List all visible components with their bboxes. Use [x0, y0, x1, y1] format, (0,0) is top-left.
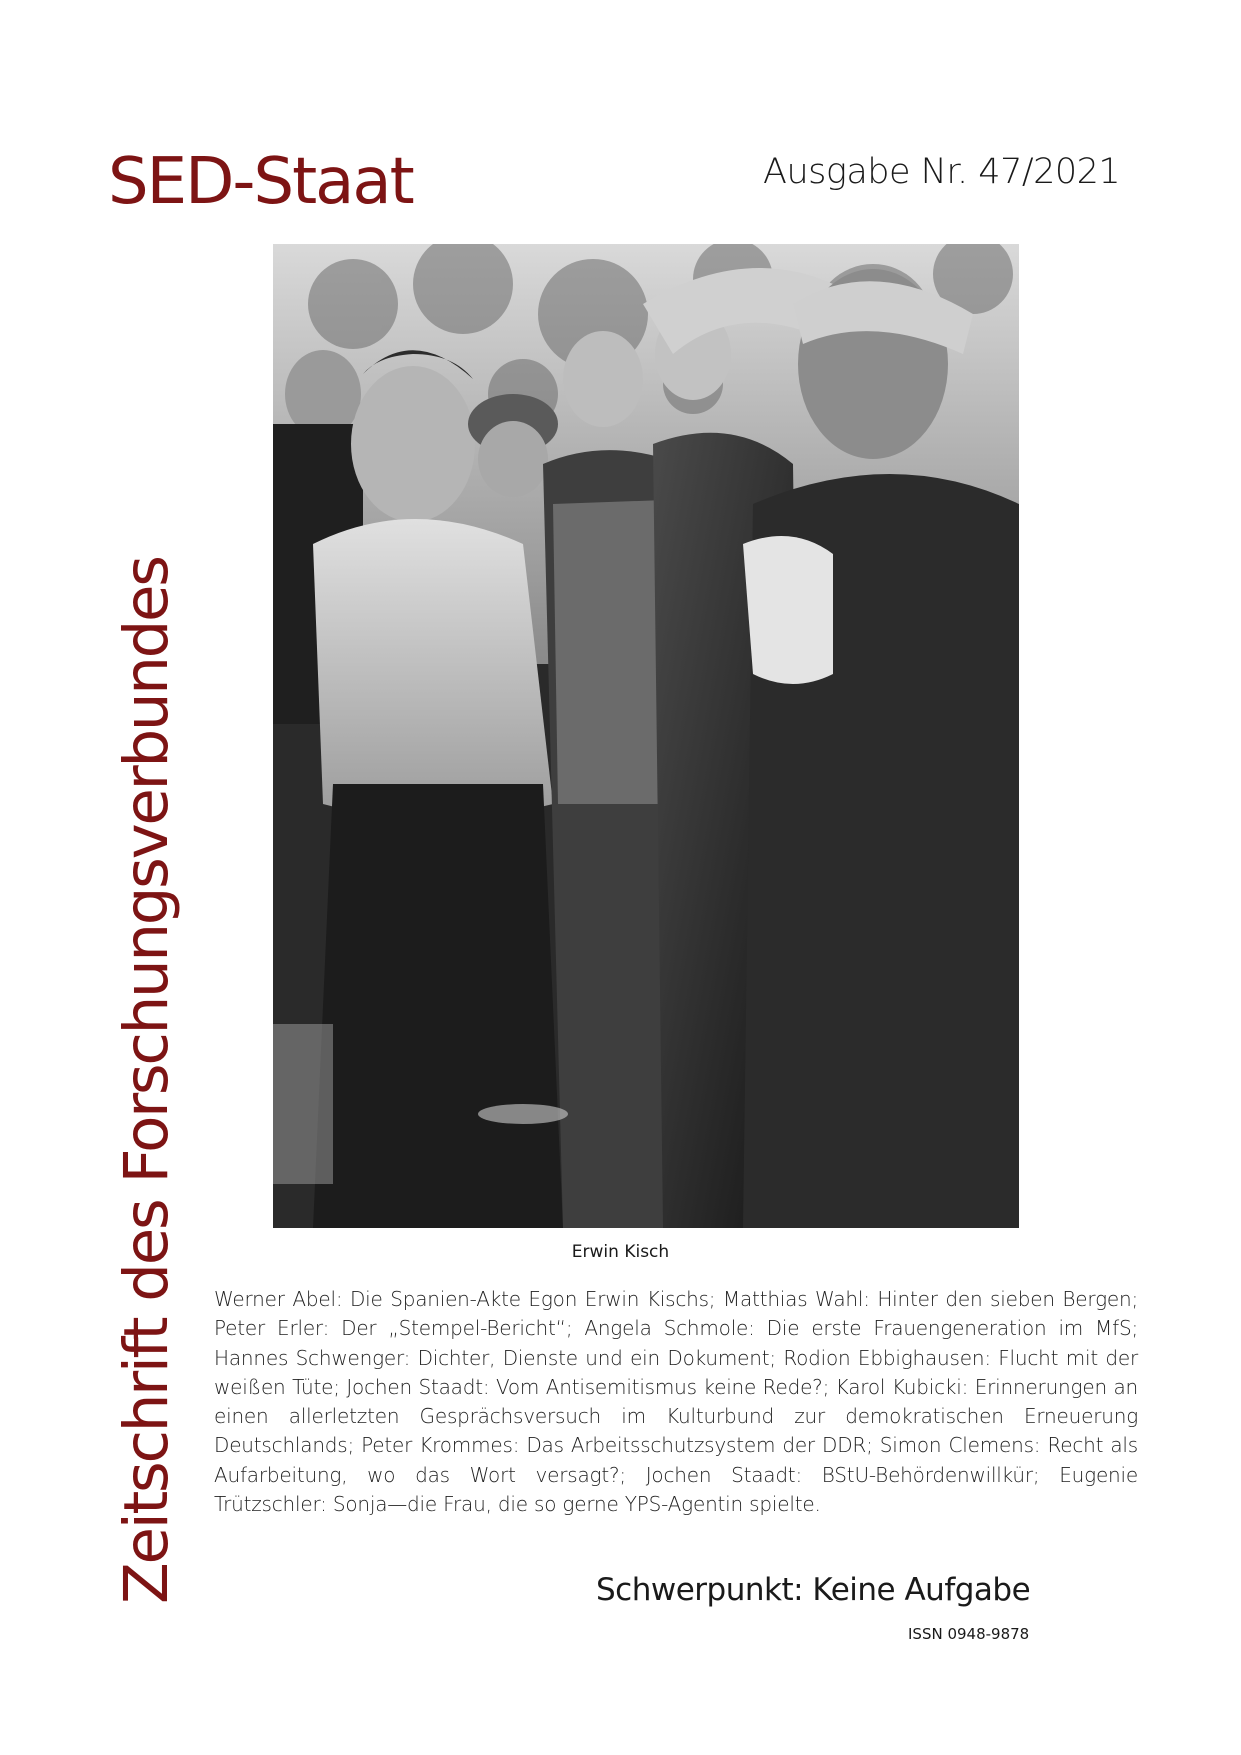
focus-topic: Schwerpunkt: Keine Aufgabe	[596, 1572, 1031, 1608]
issn-number: ISSN 0948-9878	[908, 1625, 1030, 1643]
journal-subtitle: Zeitschrift des Forschungsverbundes	[111, 557, 182, 1604]
issue-number: Ausgabe Nr. 47/2021	[763, 152, 1121, 192]
table-of-contents: Werner Abel: Die Spanien-Akte Egon Erwin Kischs; Matthias Wahl: Hinter den sieben Bergen; Peter Erler: Der „Stempel-Bericht“; Angela Schmole: Die erste Frauengeneration im MfS; Hannes Schwenger: Dichter, Dienste und ein Dokument; Rodion Ebbighausen: Flucht mit der weißen Tüte; Jochen Staadt: Vom Antisemitismus keine Rede?; Karol Kubicki: Erinnerungen an einen allerletzten Gesprächsversuch im Kulturbund zur demokratischen Erneuerung Deutschlands; Peter Krommes: Das Arbeitsschutzsystem der DDR; Simon Clemens: Recht als Aufarbeitung, wo das Wort versagt?; Jochen Staadt: BStU-Behördenwillkür; Eugenie Trützschler: Sonja—die Frau, die so gerne YPS-Agentin spielte.	[214, 1287, 1138, 1517]
photo-caption: Erwin Kisch	[571, 1242, 670, 1262]
journal-title: SED-Staat	[108, 145, 413, 219]
cover-photo-illustration	[273, 244, 1019, 1228]
cover-photo	[273, 244, 1019, 1228]
